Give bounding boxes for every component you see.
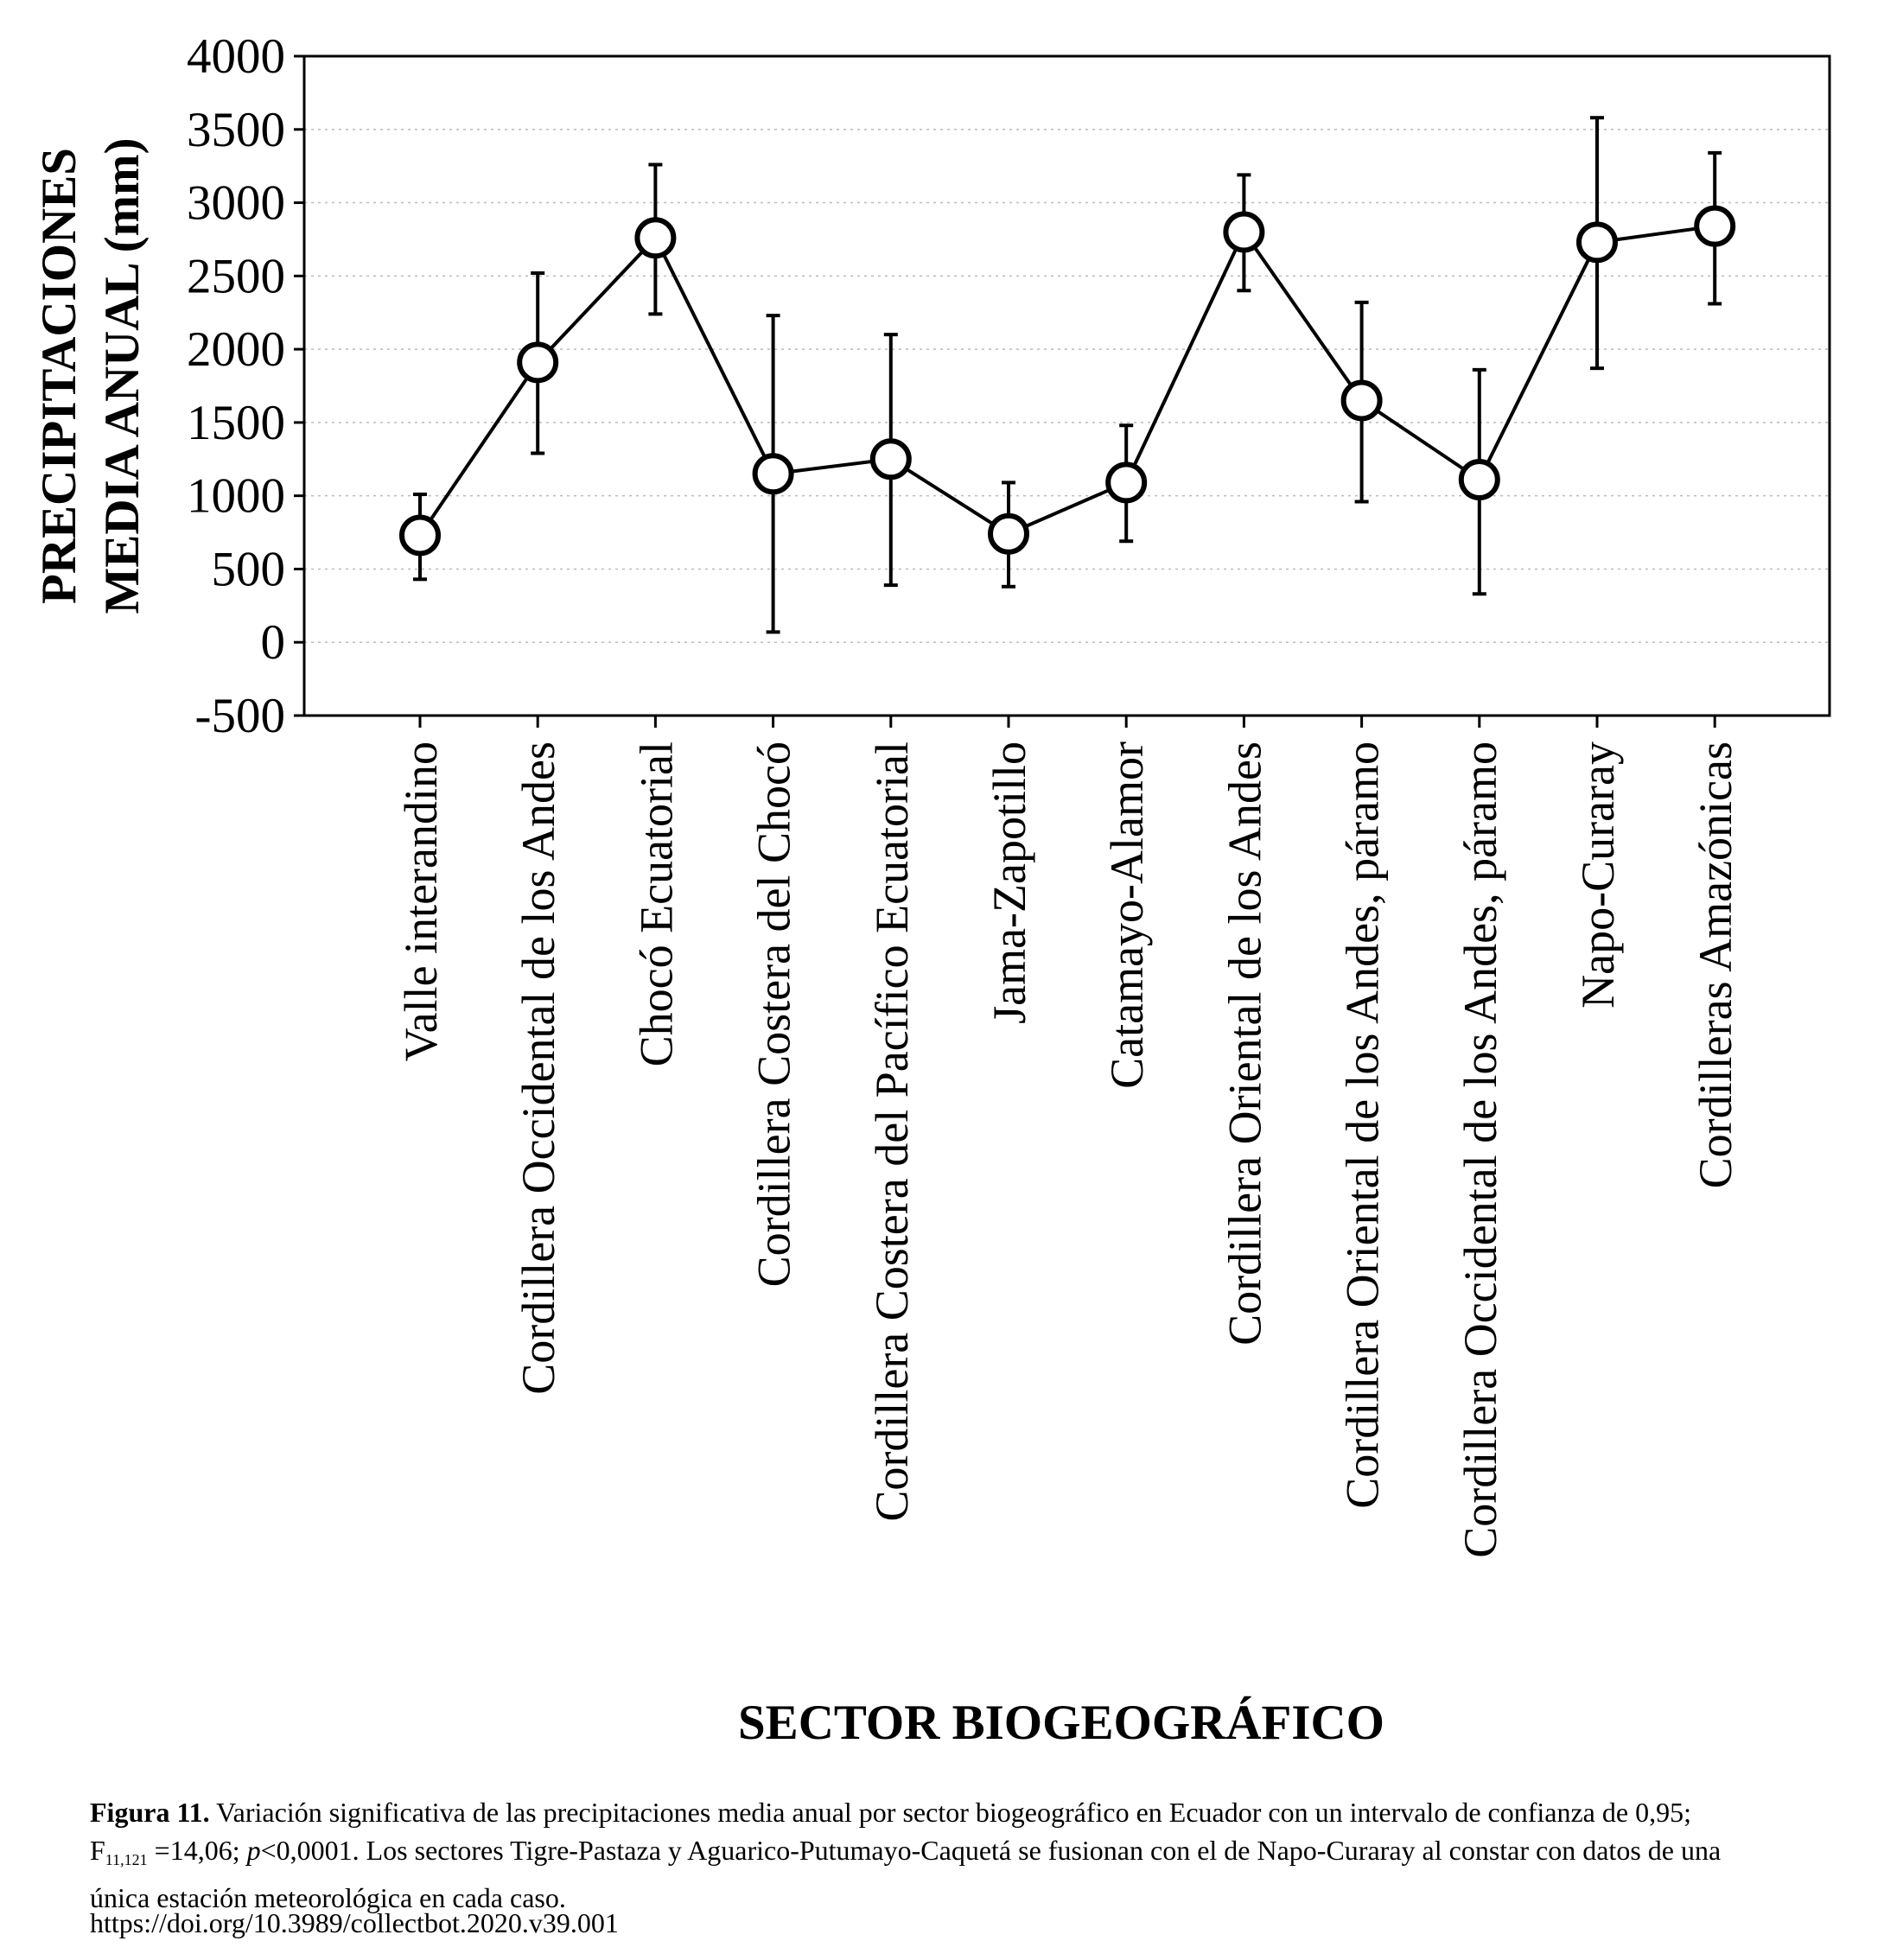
- caption-p-italic: p: [246, 1835, 261, 1866]
- data-point: [990, 516, 1027, 552]
- data-point: [1696, 208, 1733, 245]
- x-tick-label: Chocó Ecuatorial: [630, 741, 683, 1067]
- y-tick-label: 3000: [187, 175, 285, 231]
- caption-subscript: 11,121: [105, 1851, 148, 1868]
- x-tick-label: Cordillera Occidental de los Andes, páramo: [1454, 741, 1506, 1558]
- x-tick-label: Cordillera Oriental de los Andes, páramo: [1336, 741, 1389, 1509]
- gridlines: [304, 130, 1830, 642]
- series-line-path: [420, 226, 1715, 536]
- data-point: [1108, 464, 1144, 500]
- x-tick-label: Napo-Curaray: [1572, 741, 1624, 1009]
- data-point: [755, 455, 792, 492]
- y-axis-label-line1: PRECIPITACIONES: [32, 148, 86, 604]
- caption-text-2: =14,06;: [147, 1835, 247, 1866]
- data-point: [873, 441, 909, 477]
- y-axis-ticks: [187, 29, 304, 743]
- figure-caption: [90, 1793, 1732, 1917]
- data-point: [1344, 382, 1380, 418]
- y-tick-label: 2500: [187, 249, 285, 304]
- x-tick-label: Cordillera Costera del Chocó: [748, 741, 800, 1288]
- x-tick-label: Valle interandino: [395, 741, 447, 1062]
- plot-frame: [304, 56, 1830, 716]
- y-axis-label-line2: MEDIA ANUAL (mm): [95, 137, 150, 614]
- data-point: [637, 220, 673, 256]
- data-point: [1461, 461, 1498, 498]
- x-axis-label: SECTOR BIOGEOGRÁFICO: [737, 1696, 1385, 1750]
- x-tick-label: Catamayo-Alamor: [1101, 741, 1154, 1089]
- y-tick-label: 4000: [187, 29, 285, 84]
- caption-label: Figura 11.: [90, 1797, 210, 1828]
- y-tick-label: 1500: [187, 395, 285, 450]
- data-point: [1225, 213, 1262, 250]
- x-tick-label: Cordilleras Amazónicas: [1690, 741, 1742, 1189]
- y-tick-label: 2000: [187, 322, 285, 378]
- data-point: [519, 344, 556, 380]
- x-tick-label: Cordillera Occidental de los Andes: [512, 741, 565, 1395]
- y-tick-label: -500: [194, 689, 285, 743]
- data-point: [402, 517, 438, 553]
- x-axis-ticks: [395, 716, 1741, 1558]
- x-tick-label: Cordillera Costera del Pacífico Ecuatorial: [865, 741, 918, 1522]
- doi-link[interactable]: https://doi.org/10.3989/collectbot.2020.v39.001: [90, 1907, 619, 1938]
- x-tick-label: Cordillera Oriental de los Andes: [1219, 741, 1271, 1346]
- caption-text-1: Variación significativa de las precipitaciones media anual por sector biogeográfico en Ecuador con un intervalo de confianza de 0,95; F: [90, 1797, 1691, 1866]
- y-tick-label: 3500: [187, 102, 285, 157]
- caption-text-3: <0,0001. Los sectores Tigre-Pastaza y Aguarico-Putumayo-Caquetá se fusionan con el de Napo-Curaray al constar con datos de una única estación meteorológica en cada caso.: [90, 1835, 1722, 1913]
- y-tick-label: 1000: [187, 468, 285, 524]
- x-tick-label: Jama-Zapotillo: [983, 741, 1035, 1024]
- y-tick-label: 500: [211, 542, 285, 597]
- data-point: [1579, 224, 1615, 260]
- y-tick-label: 0: [260, 615, 285, 671]
- series-line: [402, 118, 1733, 632]
